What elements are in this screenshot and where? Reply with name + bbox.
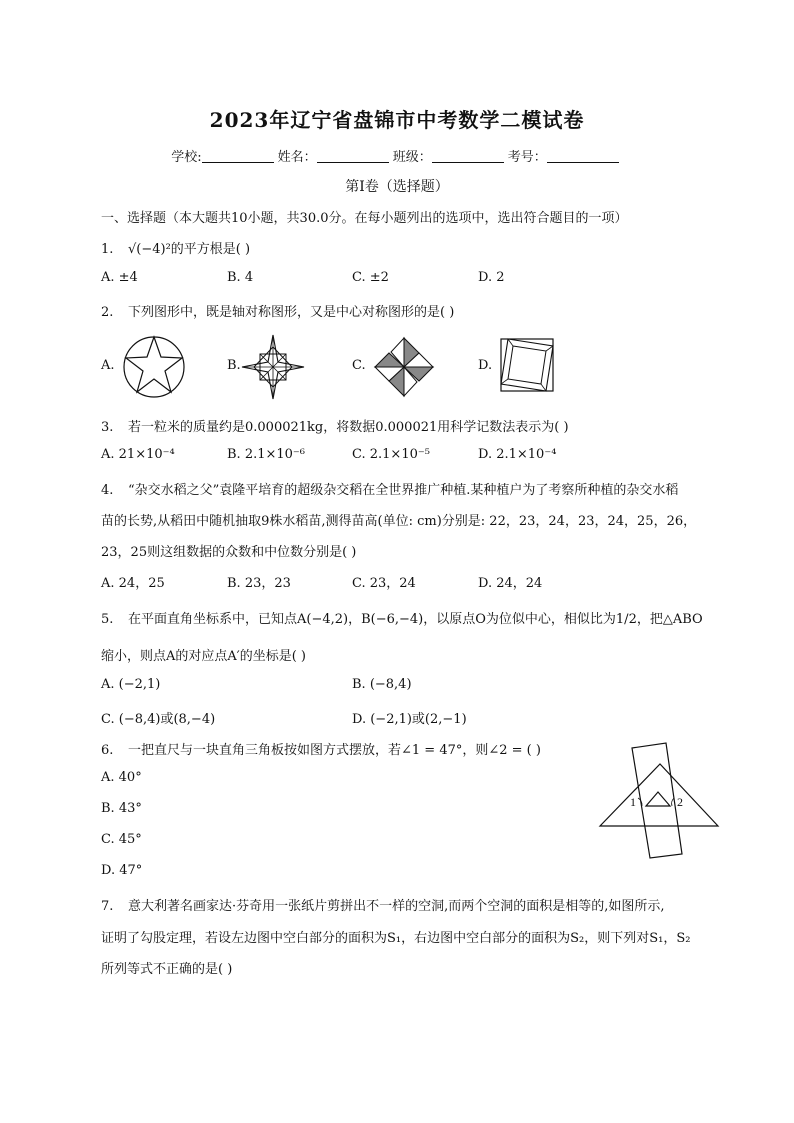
angle-2-label: 2 (677, 795, 683, 809)
q3-option-c[interactable]: C. 2.1×10⁻⁵ (352, 447, 430, 462)
q2-option-b-label[interactable]: B. (227, 358, 241, 373)
student-info-line (0, 146, 794, 165)
q3-option-a[interactable]: A. 21×10⁻⁴ (101, 447, 175, 462)
exam-no-blank[interactable] (547, 149, 619, 163)
q4-option-a[interactable]: A. 24，25 (101, 576, 165, 591)
question-number: 7. (101, 899, 114, 914)
class-blank[interactable] (432, 149, 504, 163)
question-number: 2. (101, 305, 114, 320)
question-4-line-2: 苗的长势,从稻田中随机抽取9株水稻苗,测得苗高(单位: cm)分别是: 22，23，24，23，24，25，26， (101, 514, 697, 529)
question-stem-line-1: 在平面直角坐标系中，已知点A(−4,2)，B(−6,−4)，以原点O为位似中心，相似比为1/2，把△ABO (128, 612, 703, 627)
question-7-line-3: 所列等式不正确的是( ) (101, 962, 233, 977)
question-number: 5. (101, 612, 114, 627)
school-blank[interactable] (202, 149, 274, 163)
name-label: 姓名： (277, 150, 317, 165)
question-stem-line-1: “杂交水稻之父”袁隆平培育的超级杂交稻在全世界推广种植.某种植户为了考察所种植的杂交水稻 (128, 483, 679, 498)
q6-option-a[interactable]: A. 40° (101, 770, 142, 785)
q2-option-c-label[interactable]: C. (352, 358, 366, 373)
q2-option-a-label[interactable]: A. (101, 358, 115, 373)
question-5-line-2: 缩小，则点A的对应点A′的坐标是( ) (101, 649, 307, 664)
q1-option-d[interactable]: D. 2 (478, 270, 505, 285)
q5-option-d[interactable]: D. (−2,1)或(2,−1) (352, 712, 467, 727)
question-7-line-2: 证明了勾股定理，若设左边图中空白部分的面积为S₁，右边图中空白部分的面积为S₂，则下列对S₁，S₂ (101, 931, 691, 946)
question-number: 4. (101, 483, 114, 498)
school-label: 学校: (171, 150, 202, 165)
q5-option-a[interactable]: A. (−2,1) (101, 677, 161, 692)
question-3 (101, 416, 569, 435)
q6-option-b[interactable]: B. 43° (101, 801, 142, 816)
q3-option-d[interactable]: D. 2.1×10⁻⁴ (478, 447, 557, 462)
section-heading: 一、选择题（本大题共10小题，共30.0分。在每小题列出的选项中，选出符合题目的一项） (101, 211, 628, 226)
question-4 (101, 479, 678, 498)
question-number: 1. (101, 242, 114, 257)
name-blank[interactable] (317, 149, 389, 163)
q4-option-b[interactable]: B. 23，23 (227, 576, 291, 591)
q6-option-c[interactable]: C. 45° (101, 832, 142, 847)
exam-title: 2023年辽宁省盘锦市中考数学二模试卷 (209, 108, 585, 132)
question-4-line-3: 23，25则这组数据的众数和中位数分别是( ) (101, 545, 357, 560)
q3-option-b[interactable]: B. 2.1×10⁻⁶ (227, 447, 305, 462)
exam-no-label: 考号： (507, 150, 547, 165)
angle-1-label: 1 (630, 795, 636, 809)
q5-option-b[interactable]: B. (−8,4) (352, 677, 412, 692)
ruler-triangle-figure (596, 740, 722, 862)
question-5 (101, 608, 703, 627)
q6-option-d[interactable]: D. 47° (101, 863, 143, 878)
question-number: 6. (101, 743, 114, 758)
q4-option-d[interactable]: D. 24，24 (478, 576, 543, 591)
class-label: 班级： (392, 150, 432, 165)
question-stem: 下列图形中，既是轴对称图形，又是中心对称图形的是( ) (128, 305, 455, 320)
q2-option-d-label[interactable]: D. (478, 358, 493, 373)
q4-option-c[interactable]: C. 23，24 (352, 576, 416, 591)
question-2 (101, 301, 454, 320)
compass-star-figure (240, 333, 306, 401)
question-6 (101, 739, 541, 758)
nested-squares-figure (498, 336, 556, 394)
question-stem: 若一粒米的质量约是0.000021kg，将数据0.000021用科学记数法表示为( ) (128, 420, 569, 435)
q1-option-a[interactable]: A. ±4 (101, 270, 138, 285)
pinwheel-figure (373, 334, 435, 400)
question-number: 3. (101, 420, 114, 435)
question-stem-line-1: 意大利著名画家达·芬奇用一张纸片剪拼出不一样的空洞,而两个空洞的面积是相等的,如图所示, (128, 899, 665, 914)
question-stem: √(−4)²的平方根是( ) (128, 242, 251, 257)
question-7 (101, 895, 665, 914)
q1-option-b[interactable]: B. 4 (227, 270, 254, 285)
circle-star-figure (121, 334, 187, 400)
question-stem: 一把直尺与一块直角三角板按如图方式摆放，若∠1 = 47°，则∠2 = ( ) (128, 743, 541, 758)
q1-option-c[interactable]: C. ±2 (352, 270, 389, 285)
part-heading: 第I卷（选择题） (345, 179, 449, 195)
q5-option-c[interactable]: C. (−8,4)或(8,−4) (101, 712, 216, 727)
question-1 (101, 238, 250, 257)
